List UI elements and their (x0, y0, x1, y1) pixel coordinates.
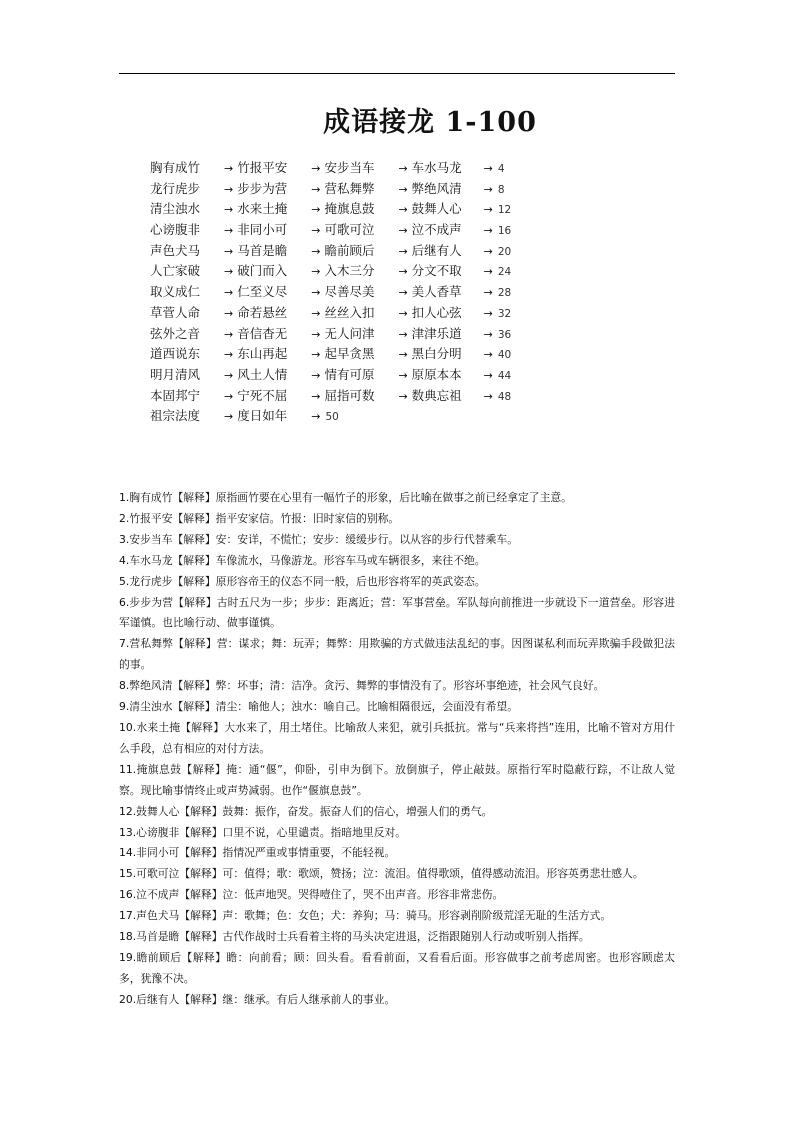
definition-item: 3.安步当车【解释】安：安详，不慌忙；安步：缓缓步行。以从容的步行代替乘车。 (119, 532, 518, 546)
chain-idiom: 扣人心弦 (411, 304, 462, 320)
chain-idiom: 竹报平安 (237, 160, 288, 175)
arrow-icon: → (224, 203, 234, 217)
chain-idiom: 破门而入 (237, 263, 288, 279)
chain-count: 44 (497, 369, 512, 382)
chain-row (150, 220, 670, 241)
chain-row (150, 158, 670, 179)
arrow-icon: → (398, 224, 408, 238)
arrow-icon: → (398, 348, 408, 362)
arrow-icon: → (483, 286, 493, 300)
arrow-icon: → (311, 368, 321, 382)
chain-row (150, 344, 670, 365)
arrow-icon: → (398, 265, 408, 279)
arrow-icon: → (483, 327, 493, 341)
definition-item: 18.马首是瞻【解释】古代作战时士兵看着主将的马头决定进退，泛指跟随别人行动或听别人指挥。 (119, 930, 590, 944)
arrow-icon: → (311, 410, 321, 424)
arrow-icon: → (483, 244, 493, 258)
arrow-icon: → (311, 203, 321, 217)
chain-idiom: 尽善尽美 (324, 284, 375, 300)
chain-row (150, 241, 670, 262)
arrow-icon: → (224, 224, 234, 238)
arrow-icon: → (311, 265, 321, 279)
arrow-icon: → (311, 389, 321, 403)
chain-idiom: 龙行虎步 (150, 180, 201, 196)
arrow-icon: → (224, 182, 234, 196)
definition-item: 1.胸有成竹【解释】原指画竹要在心里有一幅竹子的形象，后比喻在做事之前已经拿定了主意。 (119, 491, 572, 504)
chain-idiom: 祖宗法度 (150, 408, 201, 424)
chain-idiom: 掩旗息鼓 (324, 201, 375, 217)
chain-row (150, 179, 670, 200)
chain-idiom: 入木三分 (324, 263, 375, 279)
chain-idiom: 津津乐道 (411, 325, 462, 341)
arrow-icon: → (224, 368, 234, 382)
chain-idiom: 弦外之音 (150, 325, 201, 341)
arrow-icon: → (398, 182, 408, 196)
chain-idiom: 泣不成声 (411, 222, 462, 238)
arrow-icon: → (311, 224, 321, 238)
arrow-icon: → (398, 368, 408, 382)
chain-idiom: 仁至义尽 (237, 284, 288, 300)
chain-idiom: 情有可原 (324, 366, 375, 382)
idiom-chain (150, 158, 670, 427)
chain-idiom: 风土人情 (237, 366, 288, 382)
chain-idiom: 鼓舞人心 (411, 201, 462, 217)
chain-idiom: 本固邦宁 (150, 387, 201, 403)
arrow-icon: → (398, 286, 408, 300)
arrow-icon: → (483, 182, 493, 196)
chain-row (150, 406, 670, 427)
arrow-icon: → (398, 389, 408, 403)
arrow-icon: → (483, 224, 493, 238)
chain-idiom: 命若悬丝 (237, 304, 288, 320)
arrow-icon: → (224, 286, 234, 300)
chain-idiom: 无人问津 (324, 325, 375, 341)
chain-idiom: 黑白分明 (411, 346, 462, 362)
chain-idiom: 度日如年 (237, 408, 288, 424)
arrow-icon: → (224, 162, 234, 175)
arrow-icon: → (483, 162, 493, 175)
definition-item: 19.瞻前顾后【解释】瞻：向前看；顾：回头看。看看前面，又看看后面。形容做事之前考虑周密。也形容顾虑太多，犹豫不决。 (119, 950, 675, 985)
arrow-icon: → (398, 327, 408, 341)
chain-idiom: 分文不取 (411, 263, 462, 279)
arrow-icon: → (311, 182, 321, 196)
chain-idiom: 清尘浊水 (150, 201, 201, 217)
chain-row (150, 386, 670, 407)
definition-item: 13.心谤腹非【解释】口里不说，心里谴责。指暗地里反对。 (119, 825, 407, 839)
chain-idiom: 东山再起 (237, 346, 288, 362)
arrow-icon: → (483, 203, 493, 217)
definition-item: 11.掩旗息鼓【解释】掩：通“偃”，仰卧，引申为倒下。放倒旗子，停止敲鼓。原指行军时隐蔽行踪，不让敌人觉察。现比喻事情终止或声势减弱。也作“偃旗息鼓”。 (119, 762, 675, 797)
chain-idiom: 音信杳无 (237, 325, 288, 341)
definition-item: 2.竹报平安【解释】指平安家信。竹报：旧时家信的别称。 (119, 511, 400, 525)
chain-idiom: 马首是瞻 (237, 242, 288, 258)
chain-count: 48 (497, 390, 512, 403)
arrow-icon: → (224, 327, 234, 341)
chain-idiom: 营私舞弊 (324, 180, 375, 196)
definitions-list (119, 488, 675, 1011)
chain-idiom: 声色犬马 (150, 242, 201, 258)
chain-row (150, 199, 670, 220)
definition-item: 15.可歌可泣【解释】可：值得；歌：歌颂，赞扬；泣：流泪。值得歌颂，值得感动流泪。形容英勇悲壮感人。 (119, 867, 644, 881)
chain-count: 36 (497, 328, 512, 341)
arrow-icon: → (311, 162, 321, 175)
chain-idiom: 道西说东 (150, 346, 201, 362)
chain-idiom: 水来土掩 (237, 201, 288, 217)
chain-idiom: 数典忘祖 (411, 387, 462, 403)
arrow-icon: → (224, 348, 234, 362)
arrow-icon: → (311, 327, 321, 341)
chain-count: 8 (497, 183, 505, 196)
arrow-icon: → (224, 410, 234, 424)
chain-idiom: 车水马龙 (411, 160, 462, 175)
chain-idiom: 安步当车 (324, 160, 375, 175)
arrow-icon: → (311, 348, 321, 362)
arrow-icon: → (483, 265, 493, 279)
chain-count: 40 (497, 349, 512, 362)
chain-idiom: 美人香草 (411, 284, 462, 300)
chain-idiom: 瞻前顾后 (324, 242, 375, 258)
chain-idiom: 步步为营 (237, 180, 288, 196)
chain-row (150, 324, 670, 345)
chain-idiom: 弊绝风清 (411, 180, 462, 196)
definition-item: 10.水来土掩【解释】大水来了，用土堵住。比喻敌人来犯，就引兵抵抗。常与“兵来将挡”连用，比喻不管对方用什么手段，总有相应的对付方法。 (119, 720, 675, 755)
arrow-icon: → (398, 162, 408, 175)
chain-row (150, 261, 670, 282)
chain-idiom: 心谤腹非 (150, 222, 201, 238)
arrow-icon: → (311, 244, 321, 258)
definition-item: 5.龙行虎步【解释】原形容帝王的仪态不同一般，后也形容将军的英武姿态。 (119, 574, 486, 588)
chain-idiom: 非同小可 (237, 222, 288, 238)
definition-item: 8.弊绝风清【解释】弊：坏事；清：洁净。贪污、舞弊的事情没有了。形容坏事绝迹，社会风气良好。 (119, 679, 605, 693)
arrow-icon: → (224, 244, 234, 258)
chain-idiom: 取义成仁 (150, 284, 201, 300)
chain-count: 24 (497, 266, 512, 279)
definition-item: 4.车水马龙【解释】车像流水，马像游龙。形容车马或车辆很多，来往不绝。 (119, 553, 486, 567)
chain-idiom: 可歌可泣 (324, 222, 375, 238)
definition-item: 17.声色犬马【解释】声：歌舞；色：女色；犬：养狗；马：骑马。形容剥削阶级荒淫无耻的生活方式。 (119, 909, 612, 923)
chain-idiom: 屈指可数 (324, 387, 375, 403)
chain-count: 50 (325, 411, 339, 424)
definition-item: 14.非同小可【解释】指情况严重或事情重要，不能轻视。 (119, 846, 396, 860)
chain-idiom: 草菅人命 (150, 304, 201, 320)
chain-idiom: 明月清风 (150, 366, 201, 382)
arrow-icon: → (483, 348, 493, 362)
chain-count: 4 (497, 163, 505, 175)
definition-item: 6.步步为营【解释】古时五尺为一步；步步：距离近；营：军事营垒。军队每向前推进一步就设下一道营垒。形容进军谨慎。也比喻行动、做事谨慎。 (119, 595, 675, 630)
chain-idiom: 原原本本 (411, 366, 462, 382)
definition-item: 12.鼓舞人心【解释】鼓舞：振作，奋发。振奋人们的信心，增强人们的勇气。 (119, 804, 493, 818)
chain-count: 32 (497, 307, 512, 320)
arrow-icon: → (311, 286, 321, 300)
chain-idiom: 胸有成竹 (150, 160, 201, 175)
arrow-icon: → (398, 244, 408, 258)
chain-count: 16 (497, 225, 512, 238)
arrow-icon: → (398, 203, 408, 217)
arrow-icon: → (224, 306, 234, 320)
definition-item: 7.营私舞弊【解释】营：谋求；舞：玩弄；舞弊：用欺骗的方式做违法乱纪的事。因图谋私利而玩弄欺骗手段做犯法的事。 (119, 637, 675, 672)
chain-idiom: 后继有人 (411, 242, 462, 258)
document-title: 成语接龙 1-100 (323, 107, 537, 138)
chain-idiom: 起早贪黑 (324, 346, 375, 362)
chain-row (150, 365, 670, 386)
chain-row (150, 282, 670, 303)
chain-row (150, 303, 670, 324)
arrow-icon: → (398, 306, 408, 320)
chain-count: 20 (497, 245, 512, 258)
definition-item: 9.清尘浊水【解释】清尘：喻他人；浊水：喻自己。比喻相隔很远，会面没有希望。 (119, 700, 518, 714)
chain-idiom: 丝丝入扣 (324, 304, 375, 320)
chain-idiom: 人亡家破 (150, 263, 201, 279)
arrow-icon: → (483, 389, 493, 403)
definition-item: 16.泣不成声【解释】泣：低声地哭。哭得噎住了，哭不出声音。形容非常悲伤。 (119, 888, 504, 902)
definition-item: 20.后继有人【解释】继：继承。有后人继承前人的事业。 (119, 992, 396, 1006)
arrow-icon: → (224, 265, 234, 279)
arrow-icon: → (311, 306, 321, 320)
arrow-icon: → (224, 389, 234, 403)
chain-idiom: 宁死不屈 (237, 387, 288, 403)
arrow-icon: → (483, 368, 493, 382)
chain-count: 28 (497, 287, 512, 300)
arrow-icon: → (483, 306, 493, 320)
chain-count: 12 (497, 204, 512, 217)
header-rule (119, 73, 675, 74)
